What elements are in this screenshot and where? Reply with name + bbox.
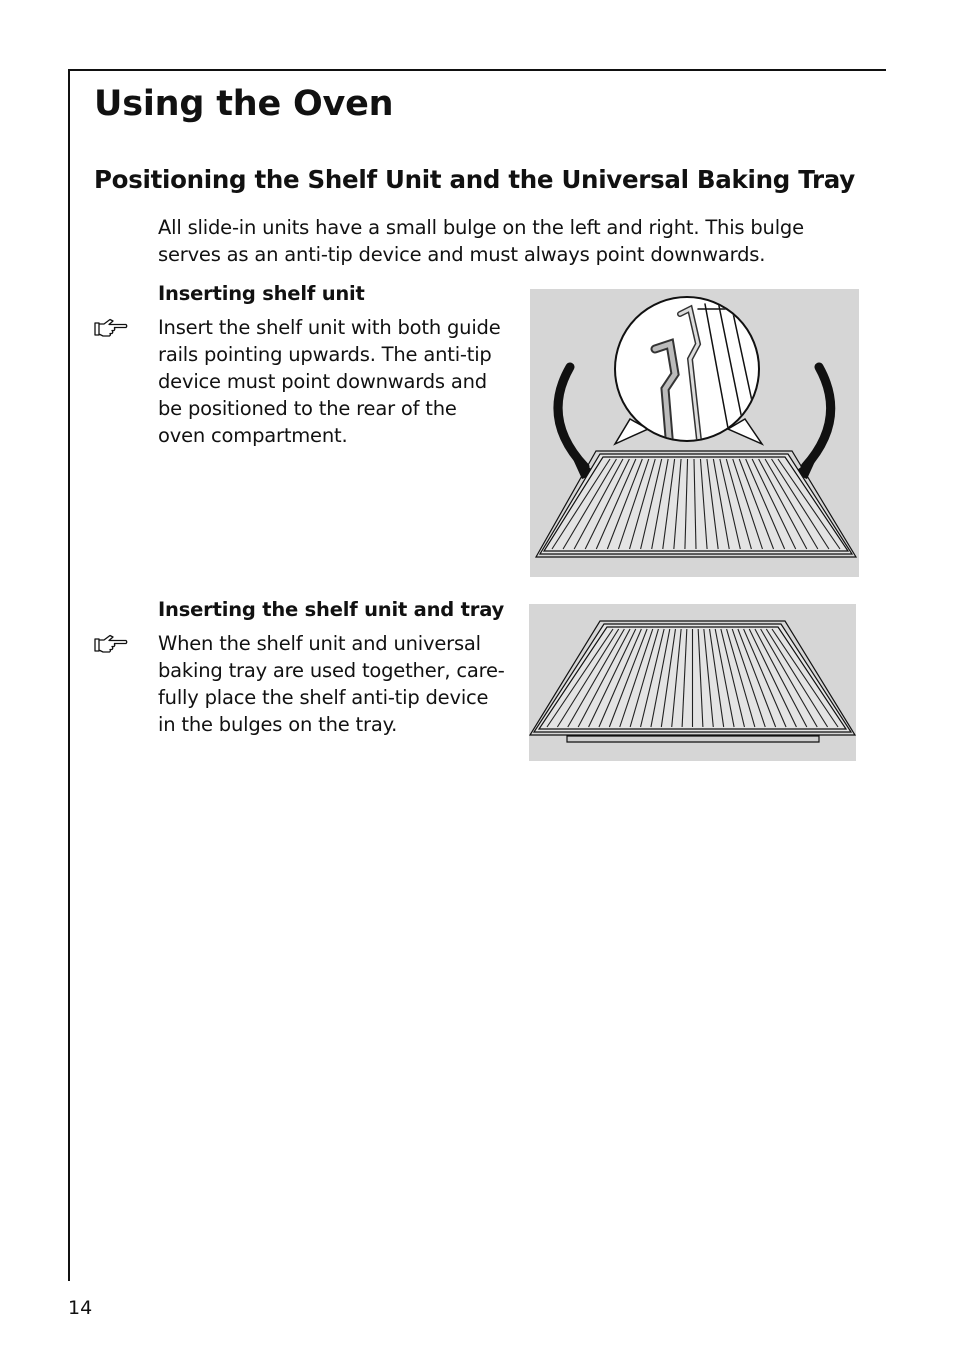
top-rule [68,69,886,71]
section-title: Positioning the Shelf Unit and the Universal Baking Tray [94,165,855,194]
step-line: device must point downwards and [158,370,487,393]
step-line: baking tray are used together, care- [158,659,505,682]
step-heading-inserting-shelf-and-tray: Inserting the shelf unit and tray [158,598,505,621]
figure-shelf-insertion [530,289,859,577]
step-text-inserting-shelf-and-tray [158,630,518,738]
page-number: 14 [68,1297,93,1319]
pointing-hand-icon [94,634,128,654]
step-line: When the shelf unit and universal [158,632,481,655]
step-line: in the bulges on the tray. [158,713,398,736]
step-text-inserting-shelf-unit [158,314,518,449]
step-line: be positioned to the rear of the [158,397,457,420]
step-heading-inserting-shelf-unit: Inserting shelf unit [158,282,365,305]
intro-line: serves as an anti-tip device and must always point downwards. [158,243,766,266]
intro-paragraph [158,214,858,268]
page-title: Using the Oven [94,84,394,124]
step-line: oven compartment. [158,424,348,447]
shelf-with-detail-illustration [530,289,859,577]
figure-shelf-and-tray [529,604,856,761]
step-line: Insert the shelf unit with both guide [158,316,501,339]
pointing-hand-icon [94,318,128,338]
step-line: rails pointing upwards. The anti-tip [158,343,492,366]
intro-line: All slide-in units have a small bulge on the left and right. This bulge [158,216,804,239]
step-line: fully place the shelf anti-tip device [158,686,489,709]
left-rule [68,69,70,1281]
shelf-on-tray-illustration [529,604,856,761]
